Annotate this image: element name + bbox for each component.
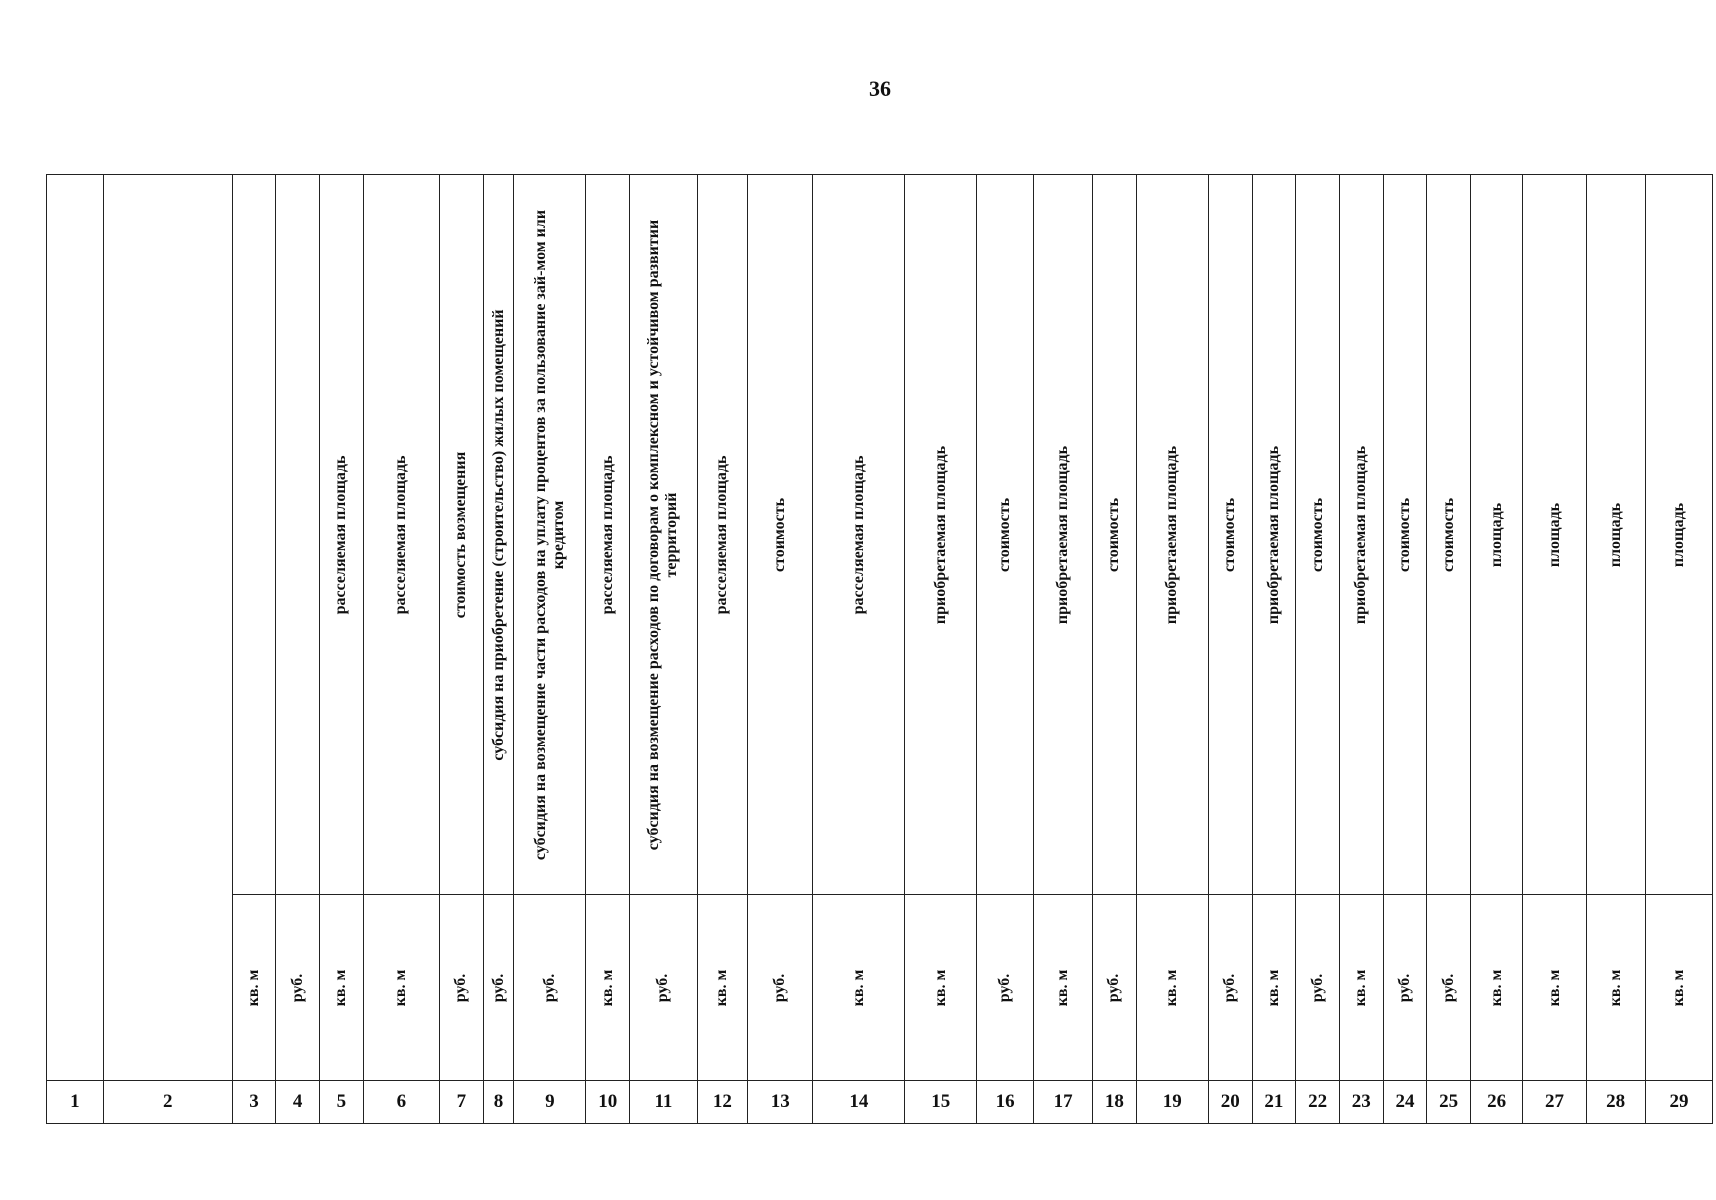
desc-cell-col-7	[440, 175, 484, 895]
unit-text-col-12: кв. м	[713, 969, 731, 1006]
column-number-4: 4	[276, 1081, 320, 1124]
desc-cell-col-9	[514, 175, 586, 895]
header-cell-col-1	[47, 175, 104, 1081]
desc-cell-col-14	[813, 175, 905, 895]
unit-cell-col-9	[514, 895, 586, 1081]
header-table	[46, 174, 1713, 1081]
unit-text-col-15: кв. м	[931, 969, 949, 1006]
unit-text-col-28: кв. м	[1606, 969, 1624, 1006]
desc-text-col-13: стоимость	[771, 497, 789, 572]
desc-text-col-6: расселяемая площадь	[392, 455, 410, 614]
desc-cell-col-6	[363, 175, 439, 895]
desc-text-col-27: площадь	[1545, 502, 1563, 567]
column-number-6: 6	[363, 1081, 439, 1124]
unit-cell-col-12	[697, 895, 747, 1081]
unit-cell-col-11	[630, 895, 698, 1081]
unit-text-col-19: кв. м	[1163, 969, 1181, 1006]
column-number-19: 19	[1136, 1081, 1208, 1124]
desc-cell-col-17	[1034, 175, 1093, 895]
desc-cell-col-16	[977, 175, 1034, 895]
desc-text-col-11: субсидия на возмещение расходов по договорам о комплексном и устойчивом развитии территорий	[645, 219, 681, 850]
unit-text-col-8: руб.	[489, 973, 507, 1002]
desc-text-col-19: приобретаемая площадь	[1163, 445, 1181, 624]
desc-text-col-12: расселяемая площадь	[713, 455, 731, 614]
unit-text-col-21: кв. м	[1264, 969, 1282, 1006]
desc-cell-col-25	[1427, 175, 1471, 895]
column-number-5: 5	[319, 1081, 363, 1124]
unit-text-col-20: руб.	[1221, 973, 1239, 1002]
unit-cell-col-5	[319, 895, 363, 1081]
column-number-table	[46, 1080, 1713, 1124]
unit-text-col-6: кв. м	[392, 969, 410, 1006]
column-number-25: 25	[1427, 1081, 1471, 1124]
unit-cell-col-25	[1427, 895, 1471, 1081]
column-number-27: 27	[1523, 1081, 1586, 1124]
desc-text-col-15: приобретаемая площадь	[931, 445, 949, 624]
unit-text-col-11: руб.	[654, 973, 672, 1002]
column-number-21: 21	[1252, 1081, 1296, 1124]
desc-cell-col-3	[232, 175, 276, 895]
desc-cell-col-18	[1093, 175, 1137, 895]
column-number-24: 24	[1383, 1081, 1427, 1124]
desc-text-col-24: стоимость	[1395, 497, 1413, 572]
desc-text-col-26: площадь	[1487, 502, 1505, 567]
desc-cell-col-8	[483, 175, 514, 895]
desc-cell-col-15	[905, 175, 977, 895]
desc-cell-col-13	[747, 175, 813, 895]
unit-cell-col-29	[1645, 895, 1713, 1081]
desc-text-col-17: приобретаемая площадь	[1054, 445, 1072, 624]
header-cell-col-2	[103, 175, 232, 1081]
desc-cell-col-27	[1523, 175, 1586, 895]
desc-cell-col-19	[1136, 175, 1208, 895]
unit-text-col-13: руб.	[771, 973, 789, 1002]
desc-cell-col-4	[276, 175, 320, 895]
page-number: 36	[869, 76, 891, 101]
unit-text-col-4: руб.	[288, 973, 306, 1002]
column-number-23: 23	[1339, 1081, 1383, 1124]
column-number-29: 29	[1645, 1081, 1713, 1124]
unit-text-col-29: кв. м	[1670, 969, 1687, 1006]
column-number-10: 10	[586, 1081, 630, 1124]
column-number-15: 15	[905, 1081, 977, 1124]
unit-text-col-3: кв. м	[244, 969, 262, 1006]
desc-text-col-21: приобретаемая площадь	[1264, 445, 1282, 624]
unit-text-col-17: кв. м	[1054, 969, 1072, 1006]
desc-text-col-28: площадь	[1606, 502, 1624, 567]
desc-cell-col-11	[630, 175, 698, 895]
column-number-row	[47, 1081, 1713, 1124]
desc-cell-col-10	[586, 175, 630, 895]
column-number-28: 28	[1586, 1081, 1645, 1124]
unit-cell-col-13	[747, 895, 813, 1081]
desc-cell-col-20	[1208, 175, 1252, 895]
desc-cell-col-29	[1645, 175, 1713, 895]
column-number-17: 17	[1034, 1081, 1093, 1124]
desc-text-col-10: расселяемая площадь	[598, 455, 616, 614]
desc-cell-col-5	[319, 175, 363, 895]
unit-cell-col-20	[1208, 895, 1252, 1081]
unit-text-col-9: руб.	[540, 973, 558, 1002]
desc-cell-col-24	[1383, 175, 1427, 895]
desc-text-col-25: стоимость	[1439, 497, 1457, 572]
desc-cell-col-23	[1339, 175, 1383, 895]
unit-cell-col-18	[1093, 895, 1137, 1081]
unit-cell-col-17	[1034, 895, 1093, 1081]
unit-cell-col-21	[1252, 895, 1296, 1081]
desc-text-col-9: субсидия на возмещение части расходов на уплату процентов за пользование зай-мом или кредитом	[531, 209, 567, 860]
unit-cell-col-3	[232, 895, 276, 1081]
desc-cell-col-26	[1470, 175, 1522, 895]
unit-cell-col-8	[483, 895, 514, 1081]
unit-cell-col-4	[276, 895, 320, 1081]
column-number-8: 8	[483, 1081, 514, 1124]
unit-cell-col-24	[1383, 895, 1427, 1081]
unit-text-col-24: руб.	[1395, 973, 1413, 1002]
unit-cell-col-26	[1470, 895, 1522, 1081]
desc-text-col-7: стоимость возмещения	[452, 451, 470, 618]
unit-cell-col-7	[440, 895, 484, 1081]
column-number-20: 20	[1208, 1081, 1252, 1124]
unit-cell-col-22	[1296, 895, 1340, 1081]
column-number-13: 13	[747, 1081, 813, 1124]
desc-cell-col-22	[1296, 175, 1340, 895]
desc-text-col-5: расселяемая площадь	[332, 455, 350, 614]
column-number-7: 7	[440, 1081, 484, 1124]
column-number-14: 14	[813, 1081, 905, 1124]
unit-cell-col-28	[1586, 895, 1645, 1081]
column-number-26: 26	[1470, 1081, 1522, 1124]
unit-text-col-5: кв. м	[332, 969, 350, 1006]
desc-text-col-8: субсидия на приобретение (строительство) жилых помещений	[489, 308, 507, 761]
desc-text-col-23: приобретаемая площадь	[1352, 445, 1370, 624]
unit-row	[47, 895, 1713, 1081]
unit-text-col-23: кв. м	[1352, 969, 1370, 1006]
column-number-2: 2	[103, 1081, 232, 1124]
unit-cell-col-27	[1523, 895, 1586, 1081]
unit-cell-col-23	[1339, 895, 1383, 1081]
unit-text-col-16: руб.	[996, 973, 1014, 1002]
unit-cell-col-16	[977, 895, 1034, 1081]
unit-text-col-26: кв. м	[1487, 969, 1505, 1006]
desc-text-col-22: стоимость	[1308, 497, 1326, 572]
unit-text-col-25: руб.	[1439, 973, 1457, 1002]
unit-text-col-22: руб.	[1308, 973, 1326, 1002]
desc-cell-col-21	[1252, 175, 1296, 895]
unit-text-col-7: руб.	[452, 973, 470, 1002]
desc-text-col-14: расселяемая площадь	[849, 455, 867, 614]
desc-text-col-16: стоимость	[996, 497, 1014, 572]
column-number-12: 12	[697, 1081, 747, 1124]
desc-text-col-29: площадь	[1670, 502, 1687, 567]
unit-cell-col-14	[813, 895, 905, 1081]
unit-cell-col-19	[1136, 895, 1208, 1081]
description-row	[47, 175, 1713, 895]
unit-cell-col-6	[363, 895, 439, 1081]
desc-cell-col-12	[697, 175, 747, 895]
unit-cell-col-15	[905, 895, 977, 1081]
column-number-22: 22	[1296, 1081, 1340, 1124]
unit-text-col-14: кв. м	[849, 969, 867, 1006]
unit-text-col-18: руб.	[1105, 973, 1123, 1002]
unit-cell-col-10	[586, 895, 630, 1081]
desc-text-col-20: стоимость	[1221, 497, 1239, 572]
column-number-11: 11	[630, 1081, 698, 1124]
column-number-9: 9	[514, 1081, 586, 1124]
column-number-1: 1	[47, 1081, 104, 1124]
column-number-3: 3	[232, 1081, 276, 1124]
unit-text-col-10: кв. м	[598, 969, 616, 1006]
column-number-16: 16	[977, 1081, 1034, 1124]
unit-text-col-27: кв. м	[1545, 969, 1563, 1006]
column-number-18: 18	[1093, 1081, 1137, 1124]
desc-cell-col-28	[1586, 175, 1645, 895]
desc-text-col-18: стоимость	[1105, 497, 1123, 572]
